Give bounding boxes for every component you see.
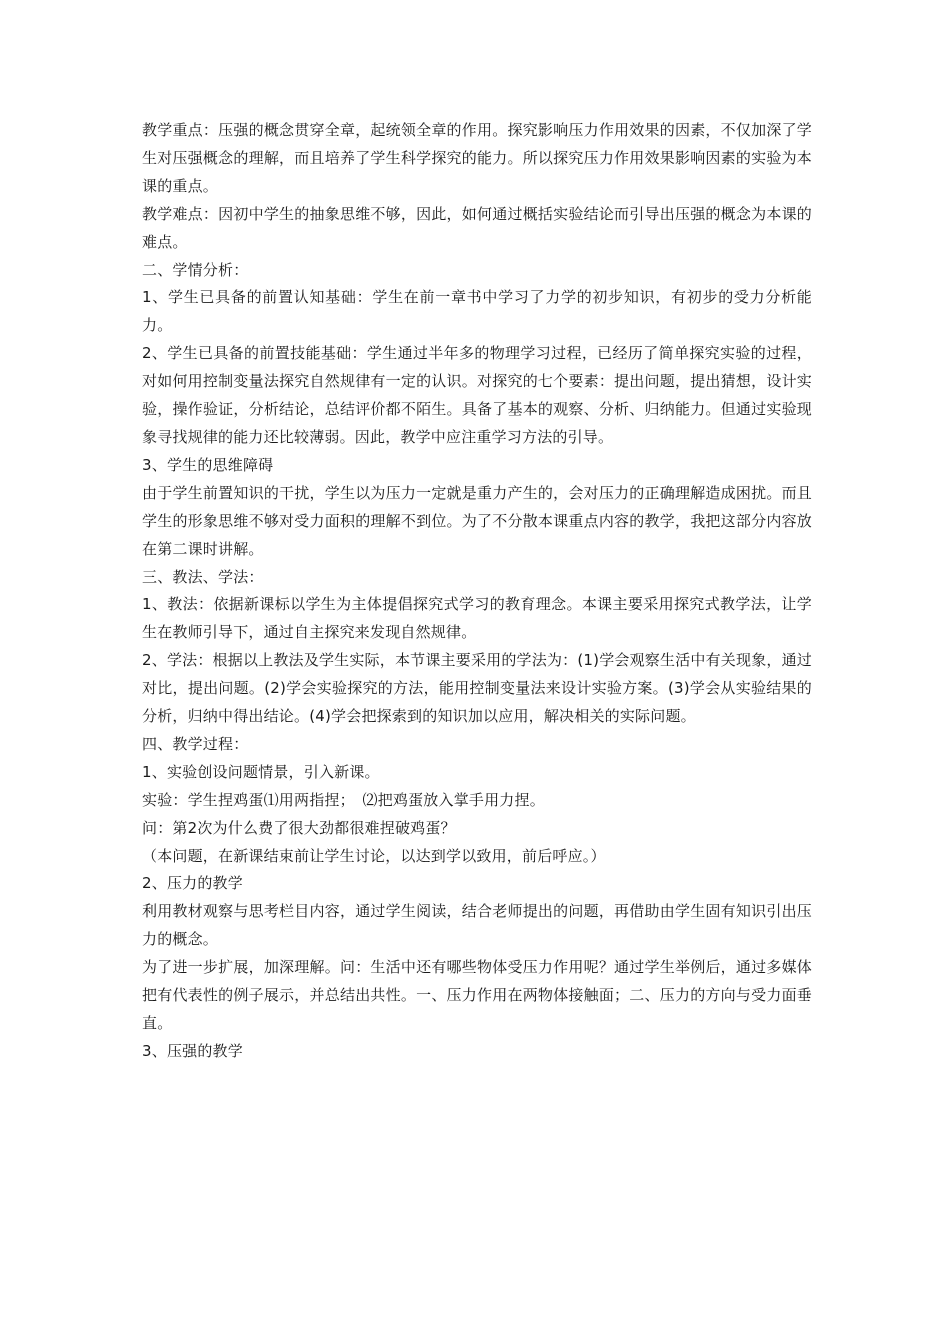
paragraph-teaching-method: 1、教法：依据新课标以学生为主体提倡探究式学习的教育理念。本课主要采用探究式教学法，让学生在教师引导下，通过自主探究来发现自然规律。 <box>142 595 812 642</box>
subheading-pressure-intensity: 3、压强的教学 <box>142 1041 243 1060</box>
document-body <box>142 117 812 1066</box>
key-point-paragraph: 教学重点：压强的概念贯穿全章，起统领全章的作用。探究影响压力作用效果的因素，不仅加深了学生对压强概念的理解，而且培养了学生科学探究的能力。所以探究压力作用效果影响因素的实验为本课的重点。 <box>142 121 812 195</box>
section-heading-student-analysis: 二、学情分析： <box>142 260 249 279</box>
paragraph-pressure-examples: 为了进一步扩展，加深理解。问：生活中还有哪些物体受压力作用呢？通过学生举例后，通过多媒体把有代表性的例子展示，并总结出共性。一、压力作用在两物体接触面；二、压力的方向与受力面垂直。 <box>142 958 812 1032</box>
paragraph-skill-basis: 2、学生已具备的前置技能基础：学生通过半年多的物理学习过程，已经历了简单探究实验的过程，对如何用控制变量法探究自然规律有一定的认识。对探究的七个要素：提出问题，提出猜想，设计实验，操作验证，分析结论，总结评价都不陌生。具备了基本的观察、分析、归纳能力。但通过实验现象寻找规律的能力还比较薄弱。因此，教学中应注重学习方法的引导。 <box>142 344 812 446</box>
paragraph-experiment: 实验：学生捏鸡蛋⑴用两指捏； ⑵把鸡蛋放入掌手用力捏。 <box>142 790 545 809</box>
paragraph-question: 问：第2次为什么费了很大劲都很难捏破鸡蛋？ <box>142 818 456 837</box>
subheading-thinking-obstacles: 3、学生的思维障碍 <box>142 455 274 474</box>
section-heading-teaching-process: 四、教学过程： <box>142 734 249 753</box>
paragraph-pressure-concept: 利用教材观察与思考栏目内容，通过学生阅读，结合老师提出的问题，再借助由学生固有知识引出压力的概念。 <box>142 902 812 949</box>
subheading-experiment-intro: 1、实验创设问题情景，引入新课。 <box>142 762 380 781</box>
paragraph-question-note: （本问题，在新课结束前让学生讨论，以达到学以致用，前后呼应。） <box>142 846 606 865</box>
difficult-point-paragraph: 教学难点：因初中学生的抽象思维不够，因此，如何通过概括实验结论而引导出压强的概念为本课的难点。 <box>142 204 812 251</box>
paragraph-thinking-obstacles: 由于学生前置知识的干扰，学生以为压力一定就是重力产生的，会对压力的正确理解造成困扰。而且学生的形象思维不够对受力面积的理解不到位。为了不分散本课重点内容的教学，我把这部分内容放在第二课时讲解。 <box>142 483 812 558</box>
paragraph-learning-method: 2、学法：根据以上教法及学生实际，本节课主要采用的学法为：(1)学会观察生活中有关现象，通过对比，提出问题。(2)学会实验探究的方法，能用控制变量法来设计实验方案。(3)学会从实验结果的分析，归纳中得出结论。(4)学会把探索到的知识加以应用，解决相关的实际问题。 <box>142 651 812 726</box>
section-heading-methods: 三、教法、学法： <box>142 567 264 586</box>
paragraph-cognitive-basis: 1、学生已具备的前置认知基础：学生在前一章书中学习了力学的初步知识，有初步的受力分析能力。 <box>142 288 812 335</box>
subheading-pressure-force: 2、压力的教学 <box>142 874 243 893</box>
